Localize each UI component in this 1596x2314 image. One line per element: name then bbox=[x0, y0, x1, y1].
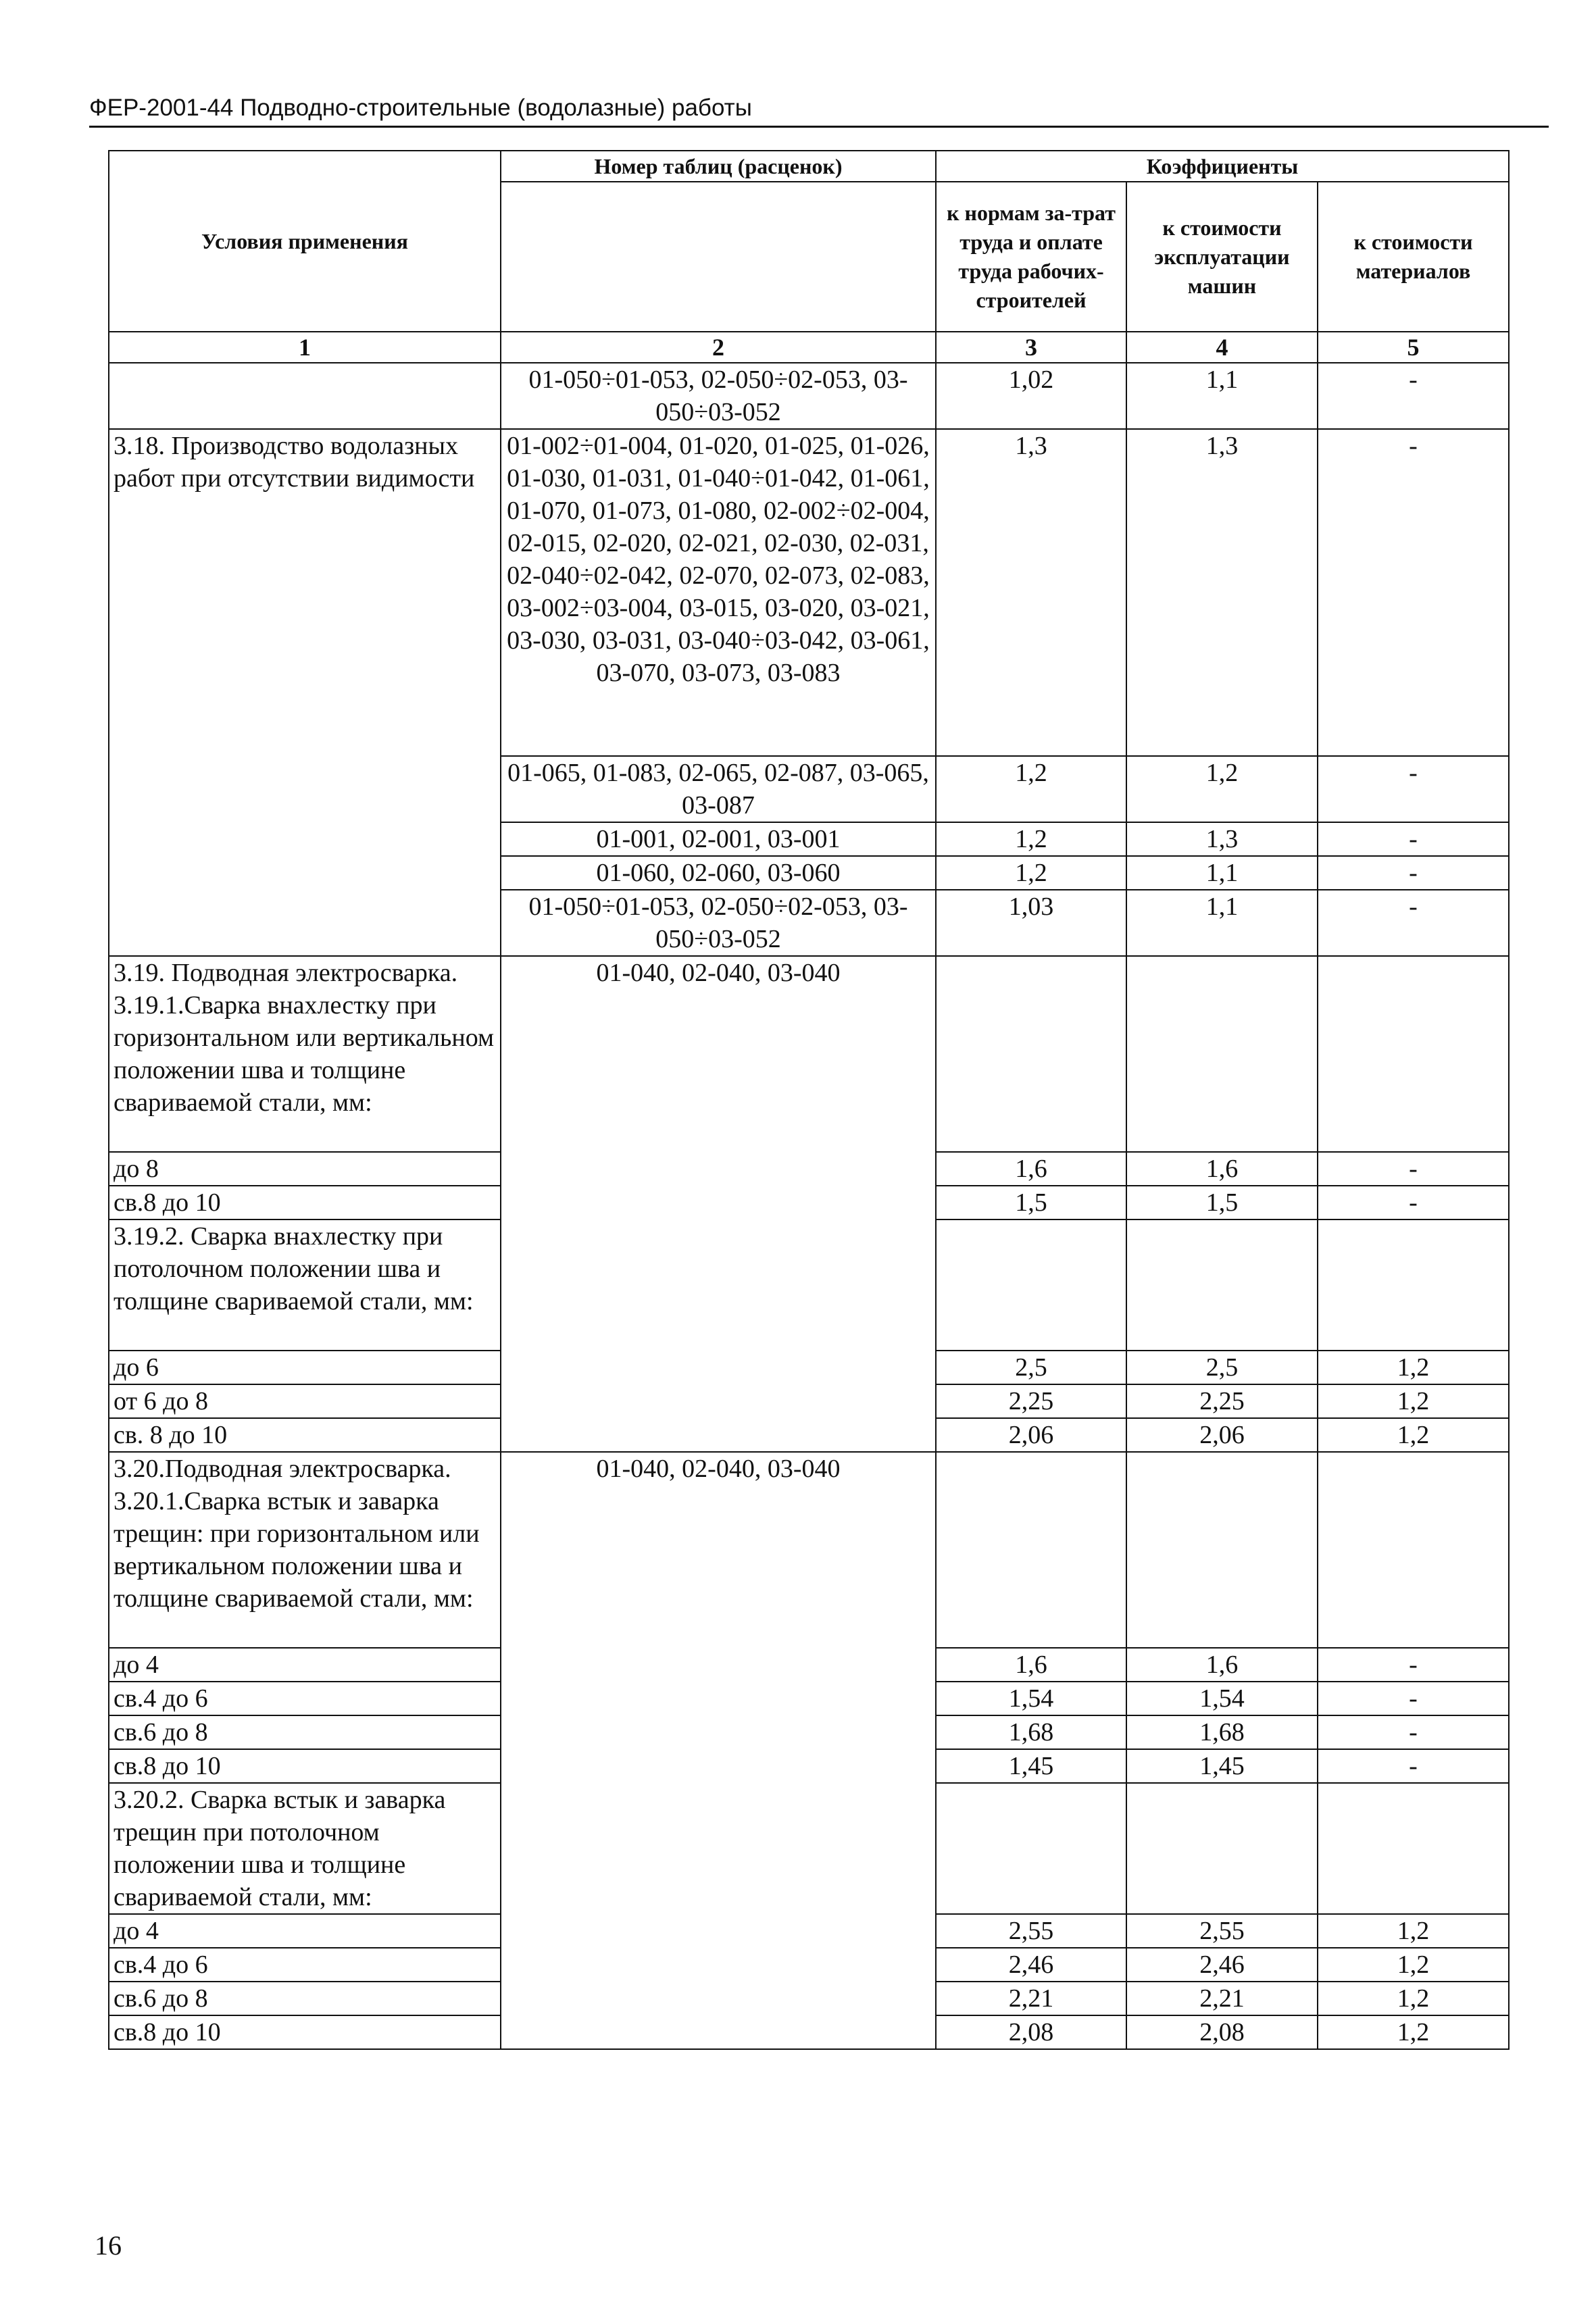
labor-coef-cell: 1,68 bbox=[936, 1715, 1126, 1749]
condition-cell: 3.18. Производство водолазных работ при отсутствии видимости bbox=[109, 429, 501, 956]
condition-cell: св.8 до 10 bbox=[109, 1186, 501, 1219]
materials-coef-cell: 1,2 bbox=[1318, 2015, 1509, 2049]
materials-coef-cell: - bbox=[1318, 822, 1509, 856]
labor-coef-cell bbox=[936, 1452, 1126, 1648]
materials-coef-cell: - bbox=[1318, 1715, 1509, 1749]
materials-coef-cell bbox=[1318, 1452, 1509, 1648]
condition-cell: 3.19.2. Сварка внахлестку при потолочном положении шва и толщине свариваемой стали, мм: bbox=[109, 1219, 501, 1351]
condition-cell: св.4 до 6 bbox=[109, 1948, 501, 1982]
column-number-4: 4 bbox=[1126, 332, 1318, 363]
header-labor: к нормам за-трат труда и оплате труда рабочих-строителей bbox=[936, 182, 1126, 332]
header-tables: Номер таблиц (расценок) bbox=[501, 151, 936, 182]
machines-coef-cell: 1,3 bbox=[1126, 822, 1318, 856]
machines-coef-cell bbox=[1126, 956, 1318, 1152]
materials-coef-cell: - bbox=[1318, 756, 1509, 822]
table-row bbox=[109, 1452, 1509, 1648]
condition-cell: св.6 до 8 bbox=[109, 1982, 501, 2015]
machines-coef-cell: 1,3 bbox=[1126, 429, 1318, 756]
machines-coef-cell: 1,2 bbox=[1126, 756, 1318, 822]
machines-coef-cell: 1,1 bbox=[1126, 856, 1318, 890]
machines-coef-cell: 1,1 bbox=[1126, 363, 1318, 429]
materials-coef-cell: - bbox=[1318, 1152, 1509, 1186]
machines-coef-cell: 1,6 bbox=[1126, 1152, 1318, 1186]
condition-cell: до 4 bbox=[109, 1914, 501, 1948]
condition-cell: до 8 bbox=[109, 1152, 501, 1186]
machines-coef-cell: 1,1 bbox=[1126, 890, 1318, 956]
materials-coef-cell bbox=[1318, 1783, 1509, 1914]
condition-cell: до 4 bbox=[109, 1648, 501, 1682]
coefficients-table bbox=[108, 150, 1510, 2050]
machines-coef-cell: 2,06 bbox=[1126, 1418, 1318, 1452]
machines-coef-cell: 2,08 bbox=[1126, 2015, 1318, 2049]
labor-coef-cell: 2,46 bbox=[936, 1948, 1126, 1982]
condition-cell: св.8 до 10 bbox=[109, 1749, 501, 1783]
labor-coef-cell: 2,55 bbox=[936, 1914, 1126, 1948]
table-numbers-cell: 01-065, 01-083, 02-065, 02-087, 03-065, 03-087 bbox=[501, 756, 936, 822]
materials-coef-cell: 1,2 bbox=[1318, 1914, 1509, 1948]
machines-coef-cell: 2,55 bbox=[1126, 1914, 1318, 1948]
labor-coef-cell: 1,02 bbox=[936, 363, 1126, 429]
condition-cell bbox=[109, 363, 501, 429]
header-coefficients: Коэффициенты bbox=[936, 151, 1509, 182]
labor-coef-cell: 1,2 bbox=[936, 856, 1126, 890]
labor-coef-cell: 1,2 bbox=[936, 822, 1126, 856]
running-header: ФЕР-2001-44 Подводно-строительные (водолазные) работы bbox=[89, 93, 1549, 128]
materials-coef-cell: - bbox=[1318, 1648, 1509, 1682]
header-conditions: Условия применения bbox=[109, 151, 501, 332]
labor-coef-cell: 2,06 bbox=[936, 1418, 1126, 1452]
table-row bbox=[109, 956, 1509, 1152]
machines-coef-cell: 2,5 bbox=[1126, 1351, 1318, 1384]
materials-coef-cell: - bbox=[1318, 856, 1509, 890]
condition-cell: от 6 до 8 bbox=[109, 1384, 501, 1418]
page-number: 16 bbox=[95, 2230, 122, 2261]
machines-coef-cell: 1,6 bbox=[1126, 1648, 1318, 1682]
column-number-3: 3 bbox=[936, 332, 1126, 363]
header-tables-blank bbox=[501, 182, 936, 332]
labor-coef-cell: 1,2 bbox=[936, 756, 1126, 822]
machines-coef-cell bbox=[1126, 1783, 1318, 1914]
machines-coef-cell: 1,5 bbox=[1126, 1186, 1318, 1219]
machines-coef-cell: 1,45 bbox=[1126, 1749, 1318, 1783]
labor-coef-cell bbox=[936, 1219, 1126, 1351]
condition-cell: св.8 до 10 bbox=[109, 2015, 501, 2049]
materials-coef-cell: - bbox=[1318, 890, 1509, 956]
condition-cell: до 6 bbox=[109, 1351, 501, 1384]
condition-cell: 3.20.Подводная электросварка. 3.20.1.Сварка встык и заварка трещин: при горизонтальном или вертикальном положении шва и толщине свариваемой стали, мм: bbox=[109, 1452, 501, 1648]
table-numbers-cell: 01-060, 02-060, 03-060 bbox=[501, 856, 936, 890]
condition-cell: 3.20.2. Сварка встык и заварка трещин при потолочном положении шва и толщине свариваемой стали, мм: bbox=[109, 1783, 501, 1914]
materials-coef-cell: 1,2 bbox=[1318, 1384, 1509, 1418]
column-number-2: 2 bbox=[501, 332, 936, 363]
machines-coef-cell: 2,21 bbox=[1126, 1982, 1318, 2015]
labor-coef-cell: 1,6 bbox=[936, 1152, 1126, 1186]
table-row bbox=[109, 363, 1509, 429]
machines-coef-cell bbox=[1126, 1219, 1318, 1351]
materials-coef-cell: 1,2 bbox=[1318, 1418, 1509, 1452]
materials-coef-cell: - bbox=[1318, 1186, 1509, 1219]
machines-coef-cell: 1,54 bbox=[1126, 1682, 1318, 1715]
labor-coef-cell: 1,5 bbox=[936, 1186, 1126, 1219]
column-number-5: 5 bbox=[1318, 332, 1509, 363]
labor-coef-cell: 1,3 bbox=[936, 429, 1126, 756]
condition-cell: св.6 до 8 bbox=[109, 1715, 501, 1749]
materials-coef-cell: 1,2 bbox=[1318, 1948, 1509, 1982]
header-machines: к стоимости эксплуатации машин bbox=[1126, 182, 1318, 332]
machines-coef-cell bbox=[1126, 1452, 1318, 1648]
materials-coef-cell: - bbox=[1318, 429, 1509, 756]
table-numbers-cell: 01-001, 02-001, 03-001 bbox=[501, 822, 936, 856]
materials-coef-cell bbox=[1318, 956, 1509, 1152]
header-materials: к стоимости материалов bbox=[1318, 182, 1509, 332]
materials-coef-cell: 1,2 bbox=[1318, 1351, 1509, 1384]
condition-cell: 3.19. Подводная электросварка. 3.19.1.Сварка внахлестку при горизонтальном или вертикальном положении шва и толщине свариваемой стали, мм: bbox=[109, 956, 501, 1152]
table-numbers-cell: 01-040, 02-040, 03-040 bbox=[501, 956, 936, 1452]
labor-coef-cell: 1,03 bbox=[936, 890, 1126, 956]
table-numbers-cell: 01-002÷01-004, 01-020, 01-025, 01-026, 01-030, 01-031, 01-040÷01-042, 01-061, 01-070, 01-073, 01-080, 02-002÷02-004, 02-015, 02-020, 02-021, 02-030, 02-031, 02-040÷02-042, 02-070, 02-073, 02-083, 03-002÷03-004, 03-015, 03-020, 03-021, 03-030, 03-031, 03-040÷03-042, 03-061, 03-070, 03-073, 03-083 bbox=[501, 429, 936, 756]
materials-coef-cell: 1,2 bbox=[1318, 1982, 1509, 2015]
labor-coef-cell: 2,5 bbox=[936, 1351, 1126, 1384]
materials-coef-cell: - bbox=[1318, 363, 1509, 429]
table-numbers-cell: 01-050÷01-053, 02-050÷02-053, 03-050÷03-052 bbox=[501, 890, 936, 956]
machines-coef-cell: 2,46 bbox=[1126, 1948, 1318, 1982]
table-numbers-cell: 01-040, 02-040, 03-040 bbox=[501, 1452, 936, 2049]
condition-cell: св.4 до 6 bbox=[109, 1682, 501, 1715]
materials-coef-cell bbox=[1318, 1219, 1509, 1351]
labor-coef-cell: 1,6 bbox=[936, 1648, 1126, 1682]
column-number-1: 1 bbox=[109, 332, 501, 363]
labor-coef-cell bbox=[936, 1783, 1126, 1914]
machines-coef-cell: 2,25 bbox=[1126, 1384, 1318, 1418]
labor-coef-cell bbox=[936, 956, 1126, 1152]
table-numbers-cell: 01-050÷01-053, 02-050÷02-053, 03-050÷03-052 bbox=[501, 363, 936, 429]
materials-coef-cell: - bbox=[1318, 1682, 1509, 1715]
labor-coef-cell: 1,54 bbox=[936, 1682, 1126, 1715]
condition-cell: св. 8 до 10 bbox=[109, 1418, 501, 1452]
labor-coef-cell: 2,21 bbox=[936, 1982, 1126, 2015]
labor-coef-cell: 1,45 bbox=[936, 1749, 1126, 1783]
labor-coef-cell: 2,08 bbox=[936, 2015, 1126, 2049]
table-row bbox=[109, 429, 1509, 756]
labor-coef-cell: 2,25 bbox=[936, 1384, 1126, 1418]
materials-coef-cell: - bbox=[1318, 1749, 1509, 1783]
machines-coef-cell: 1,68 bbox=[1126, 1715, 1318, 1749]
